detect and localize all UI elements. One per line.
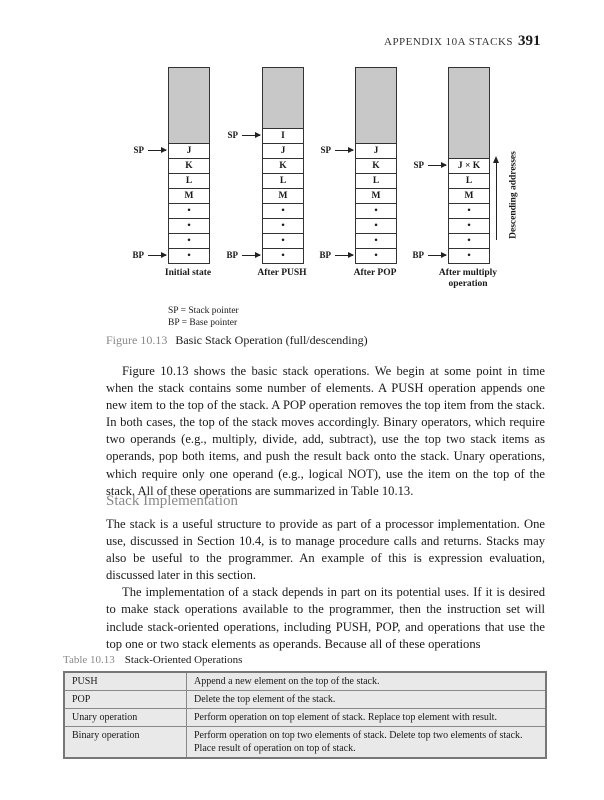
arrow-icon (428, 165, 446, 166)
stack-label-line: After POP (353, 268, 397, 278)
stack-cell: • (263, 234, 303, 249)
table-row (64, 691, 546, 709)
bp-pointer (214, 250, 260, 260)
table-caption (63, 654, 242, 666)
paragraph-text: Figure 10.13 shows the basic stack operations. We begin at some point in time when the stack contains some number of elements. A PUSH operation appends one new item to the top of the stack. A POP operation removes the top item from the stack. In both cases, the top of the stack moves accordingly. Binary operators, which require two operands (e.g., multiply, divide, add, subtract), use the top two stack items as operands, pop both items, and push the result back onto the stack. Unary operations, which require only one operand (e.g., logical NOT), use the item on the top of the stack. All of these operations are summarized in Table 10.13. (106, 364, 545, 498)
page-number: 391 (518, 33, 541, 49)
sp-pointer (307, 145, 353, 155)
stack-column (262, 67, 304, 264)
stack-label-line: Initial state (164, 268, 212, 278)
stack-cell: • (449, 204, 489, 219)
paragraph-2-3 (106, 516, 545, 653)
stack-cell: • (449, 234, 489, 249)
table-row (64, 672, 546, 691)
operation-description: Perform operation on top two elements of stack. Delete top two elements of stack. Place result of operation on top of stack. (187, 727, 547, 759)
stack-label-line: operation (448, 279, 488, 289)
stack-label-line: After PUSH (257, 268, 307, 278)
sp-label: SP (133, 144, 144, 155)
stack-cell: • (356, 219, 396, 234)
empty-region (263, 68, 303, 129)
arrow-icon (335, 255, 353, 256)
stack-cell: • (449, 249, 489, 264)
operation-description: Perform operation on top element of stack. Replace top element with result. (187, 709, 547, 727)
bp-label: BP (132, 249, 144, 260)
operation-name: POP (64, 691, 187, 709)
running-header: APPENDIX 10A STACKS (384, 36, 514, 48)
arrow-icon (242, 135, 260, 136)
sp-pointer (120, 145, 166, 155)
stack-cell: • (263, 204, 303, 219)
stack-cell: K (263, 159, 303, 174)
stack-cell: • (169, 219, 209, 234)
sp-label: SP (413, 159, 424, 170)
stack-cell: M (449, 189, 489, 204)
bp-pointer (307, 250, 353, 260)
stack-cell: • (263, 219, 303, 234)
arrow-icon (148, 150, 166, 151)
figure-legend (168, 305, 239, 329)
empty-region (169, 68, 209, 144)
axis-label: Descending addresses (508, 151, 519, 239)
stack-column (355, 67, 397, 264)
stack-cell: K (356, 159, 396, 174)
stack-cell: • (356, 249, 396, 264)
stack-label-line: After multiply (438, 268, 498, 278)
bp-label: BP (319, 249, 331, 260)
descending-arrow-icon (496, 162, 497, 240)
table-title: Stack-Oriented Operations (124, 654, 243, 666)
paragraph-1 (106, 363, 545, 500)
stack-cell: L (169, 174, 209, 189)
stack-cell: L (449, 174, 489, 189)
stack-cell: J × K (449, 159, 489, 174)
stack-label (418, 268, 518, 290)
stack-column (168, 67, 210, 264)
figure-title: Basic Stack Operation (full/descending) (175, 333, 368, 347)
figure-number: Figure 10.13 (106, 333, 168, 347)
paragraph-3: The implementation of a stack depends in part on its potential uses. If it is desired to make stack operations available to the programmer, then the instruction set will include stack-oriented operations, including PUSH, POP, and operations that use the top one or two stack elements as operands. Because all of these operations (106, 585, 545, 651)
bp-label: BP (412, 249, 424, 260)
stack-label (325, 268, 425, 279)
legend-sp: SP = Stack pointer (168, 306, 239, 316)
paragraph-2: The stack is a useful structure to provide as part of a processor implementation. One use, discussed in Section 10.4, is to manage procedure calls and returns. Stacks may also be useful to the programmer. An example of this is expression evaluation, discussed later in this section. (106, 517, 545, 583)
sp-label: SP (320, 144, 331, 155)
sp-label: SP (227, 129, 238, 140)
bp-pointer (400, 250, 446, 260)
operation-name: Unary operation (64, 709, 187, 727)
sp-pointer (400, 160, 446, 170)
bp-pointer (120, 250, 166, 260)
stack-cell: • (169, 249, 209, 264)
operation-description: Delete the top element of the stack. (187, 691, 547, 709)
stack-cell: L (356, 174, 396, 189)
stack-label (138, 268, 238, 279)
stack-cell: M (169, 189, 209, 204)
stack-cell: M (263, 189, 303, 204)
stack-cell: J (356, 144, 396, 159)
arrow-icon (335, 150, 353, 151)
arrow-icon (428, 255, 446, 256)
stack-cell: • (169, 204, 209, 219)
sp-pointer (214, 130, 260, 140)
arrow-icon (242, 255, 260, 256)
stack-cell: • (263, 249, 303, 264)
legend-bp: BP = Base pointer (168, 318, 238, 328)
stack-cell: M (356, 189, 396, 204)
figure-caption (106, 333, 368, 348)
stack-cell: L (263, 174, 303, 189)
stack-cell: J (263, 144, 303, 159)
stack-cell: J (169, 144, 209, 159)
stack-label (232, 268, 332, 279)
bp-label: BP (226, 249, 238, 260)
stack-cell: • (169, 234, 209, 249)
operations-table (63, 671, 547, 759)
operation-name: Binary operation (64, 727, 187, 759)
arrow-icon (148, 255, 166, 256)
empty-region (449, 68, 489, 159)
table-row (64, 727, 546, 759)
stack-cell: I (263, 129, 303, 144)
section-heading: Stack Implementation (106, 493, 239, 509)
empty-region (356, 68, 396, 144)
stack-cell: K (169, 159, 209, 174)
stack-cell: • (449, 219, 489, 234)
table-number: Table 10.13 (63, 654, 115, 666)
operation-name: PUSH (64, 672, 187, 691)
stack-column (448, 67, 490, 264)
table-row (64, 709, 546, 727)
operation-description: Append a new element on the top of the stack. (187, 672, 547, 691)
stack-cell: • (356, 234, 396, 249)
stack-cell: • (356, 204, 396, 219)
